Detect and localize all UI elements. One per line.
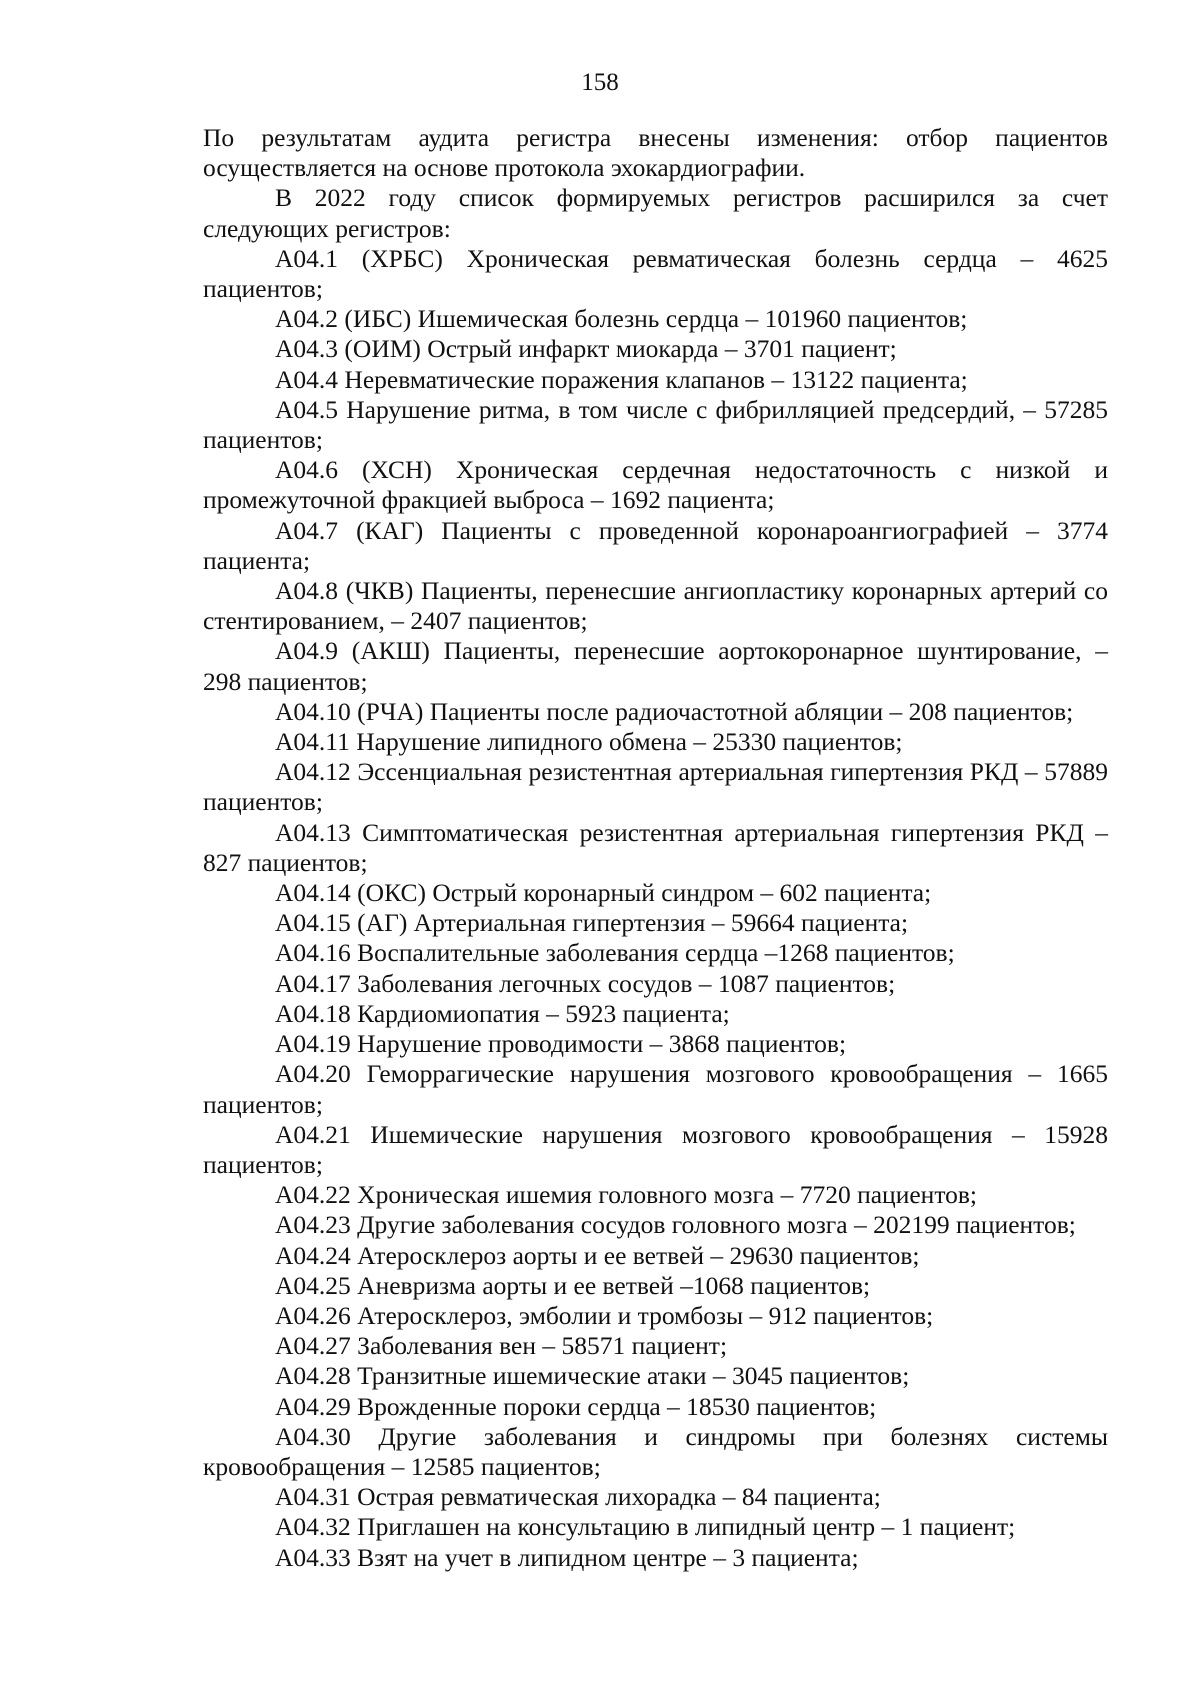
register-item: А04.32 Приглашен на консультацию в липидный центр – 1 пациент; (275, 1512, 1016, 1542)
register-item: А04.2 (ИБС) Ишемическая болезнь сердца – 101960 пациентов; (275, 304, 968, 334)
register-item: А04.5 Нарушение ритма, в том числе с фибрилляцией предсердий, – 57285 пациентов; (203, 394, 1108, 455)
register-item: А04.18 Кардиомиопатия – 5923 пациента; (275, 998, 730, 1028)
intro-paragraph: В 2022 году список формируемых регистров расширился за счет следующих регистров: (203, 183, 1108, 243)
register-item: А04.29 Врожденные пороки сердца – 18530 пациентов; (275, 1391, 877, 1421)
register-item: А04.28 Транзитные ишемические атаки – 3045 пациентов; (275, 1361, 910, 1391)
register-item: А04.23 Другие заболевания сосудов головного мозга – 202199 пациентов; (275, 1210, 1076, 1240)
register-item: А04.21 Ишемические нарушения мозгового кровообращения – 15928 пациентов; (203, 1119, 1108, 1179)
register-item: А04.30 Другие заболевания и синдромы при болезнях системы кровообращения – 12585 пациентов; (203, 1421, 1108, 1481)
register-item: А04.20 Геморрагические нарушения мозгового кровообращения – 1665 пациентов; (203, 1059, 1108, 1119)
register-item: А04.3 (ОИМ) Острый инфаркт миокарда – 3701 пациент; (275, 334, 897, 364)
register-item: А04.27 Заболевания вен – 58571 пациент; (275, 1331, 728, 1361)
register-item: А04.7 (КАГ) Пациенты с проведенной коронароангиографией – 3774 пациента; (203, 515, 1108, 575)
intro-paragraph: По результатам аудита регистра внесены изменения: отбор пациентов осуществляется на основе протокола эхокардиографии. (203, 123, 1108, 183)
register-list (203, 244, 1108, 1573)
register-item: А04.14 (ОКС) Острый коронарный синдром – 602 пациента; (275, 878, 932, 908)
document-body (203, 123, 1108, 1573)
register-item: А04.8 (ЧКВ) Пациенты, перенесшие ангиопластику коронарных артерий со стентированием, – 2407 пациентов; (203, 576, 1108, 636)
register-item: А04.4 Неревматические поражения клапанов – 13122 пациента; (275, 364, 968, 394)
register-item: А04.6 (ХСН) Хроническая сердечная недостаточность с низкой и промежуточной фракцией выброса – 1692 пациента; (203, 455, 1108, 515)
register-item: А04.24 Атеросклероз аорты и ее ветвей – 29630 пациентов; (275, 1240, 920, 1270)
page-number: 158 (581, 69, 619, 96)
register-item: А04.9 (АКШ) Пациенты, перенесшие аортокоронарное шунтирование, – 298 пациентов; (203, 636, 1108, 696)
register-item: А04.10 (РЧА) Пациенты после радиочастотной абляции – 208 пациентов; (275, 696, 1074, 726)
register-item: А04.25 Аневризма аорты и ее ветвей –1068 пациентов; (275, 1270, 871, 1300)
register-item: А04.26 Атеросклероз, эмболии и тромбозы – 912 пациентов; (275, 1300, 934, 1330)
register-item: А04.12 Эссенциальная резистентная артериальная гипертензия РКД – 57889 пациентов; (203, 757, 1108, 817)
register-item: А04.13 Симптоматическая резистентная артериальная гипертензия РКД – 827 пациентов; (203, 817, 1108, 877)
register-item: А04.16 Воспалительные заболевания сердца –1268 пациентов; (275, 938, 955, 968)
register-item: А04.22 Хроническая ишемия головного мозга – 7720 пациентов; (275, 1180, 977, 1210)
register-item: А04.17 Заболевания легочных сосудов – 1087 пациентов; (275, 968, 896, 998)
register-item: А04.33 Взят на учет в липидном центре – 3 пациента; (275, 1542, 859, 1572)
register-item: А04.1 (ХРБС) Хроническая ревматическая болезнь сердца – 4625 пациентов; (203, 243, 1108, 304)
register-item: А04.31 Острая ревматическая лихорадка – 84 пациента; (275, 1482, 881, 1512)
register-item: А04.19 Нарушение проводимости – 3868 пациентов; (275, 1029, 847, 1059)
register-item: А04.15 (АГ) Артериальная гипертензия – 59664 пациента; (275, 908, 909, 938)
register-item: А04.11 Нарушение липидного обмена – 25330 пациентов; (275, 727, 903, 757)
